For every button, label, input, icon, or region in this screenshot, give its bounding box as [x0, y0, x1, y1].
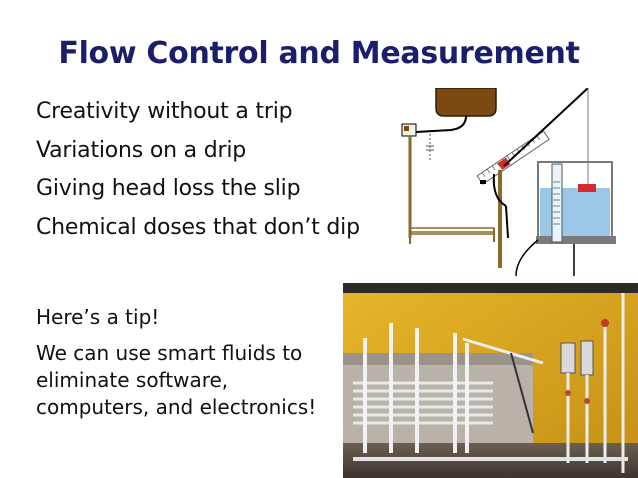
tip-heading: Here’s a tip!: [36, 305, 160, 329]
tip-block: [36, 300, 336, 421]
bullet-item: Creativity without a trip: [36, 99, 293, 124]
bullet-item: Variations on a drip: [36, 137, 247, 163]
lab-pipe-apparatus-photo: [343, 283, 638, 478]
bullet-item: Chemical doses that don’t dip: [36, 214, 360, 240]
flow-control-apparatus-diagram: [396, 88, 636, 278]
bullet-list: [36, 93, 360, 247]
tip-body: We can use smart fluids to eliminate software, computers, and electronics!: [36, 341, 317, 419]
bullet-item: Giving head loss the slip: [36, 176, 301, 201]
slide-title: Flow Control and Measurement: [58, 36, 580, 71]
